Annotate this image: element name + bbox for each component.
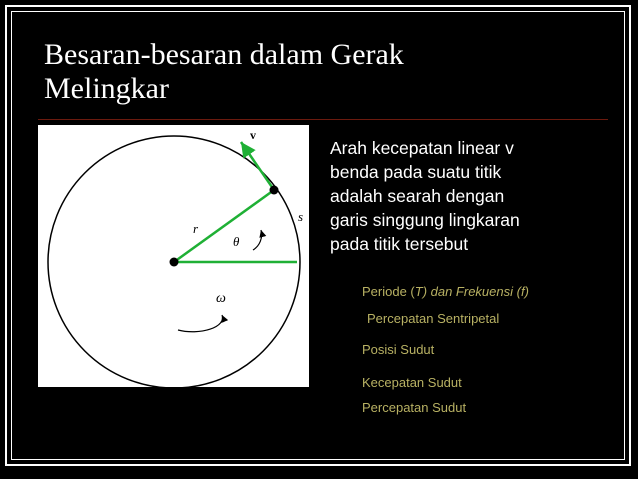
link-periode-text-a: Periode ( [362, 284, 415, 299]
theta-arc-arrow [253, 230, 262, 250]
omega-arc-arrow [178, 315, 223, 332]
link-kecepatan-sudut[interactable]: Kecepatan Sudut [362, 375, 462, 390]
center-point [170, 258, 179, 267]
description-line-3: adalah searah dengan [330, 186, 505, 206]
title-divider [38, 119, 608, 120]
link-percepatan-sentripetal[interactable]: Percepatan Sentripetal [367, 311, 500, 326]
radius-line [174, 190, 274, 262]
radius-label: r [193, 221, 199, 236]
angular-velocity-label: ω [216, 291, 226, 306]
link-posisi-sudut[interactable]: Posisi Sudut [362, 342, 435, 357]
velocity-arrow [241, 142, 274, 190]
circular-motion-diagram [38, 125, 309, 387]
description-line-2: benda pada suatu titik [330, 162, 502, 182]
angle-label: θ [233, 234, 240, 249]
slide-title-line-2: Melingkar [44, 72, 169, 105]
link-periode-frekuensi[interactable] [362, 284, 529, 299]
slide-title-line-1: Besaran-besaran dalam Gerak [44, 38, 404, 71]
description-line-4: garis singgung lingkaran [330, 210, 520, 230]
link-periode-text-c: f) [520, 284, 529, 299]
velocity-description [330, 136, 580, 256]
link-periode-text-b: T) dan Frekuensi ( [414, 284, 521, 299]
particle-point [270, 186, 279, 195]
velocity-label: v [250, 128, 256, 142]
description-line-1: Arah kecepatan linear v [330, 138, 514, 158]
circular-motion-svg [38, 125, 309, 387]
slide-title [44, 38, 604, 106]
arc-label: s [298, 209, 304, 224]
description-line-5: pada titik tersebut [330, 234, 469, 254]
link-percepatan-sudut[interactable]: Percepatan Sudut [362, 400, 467, 415]
